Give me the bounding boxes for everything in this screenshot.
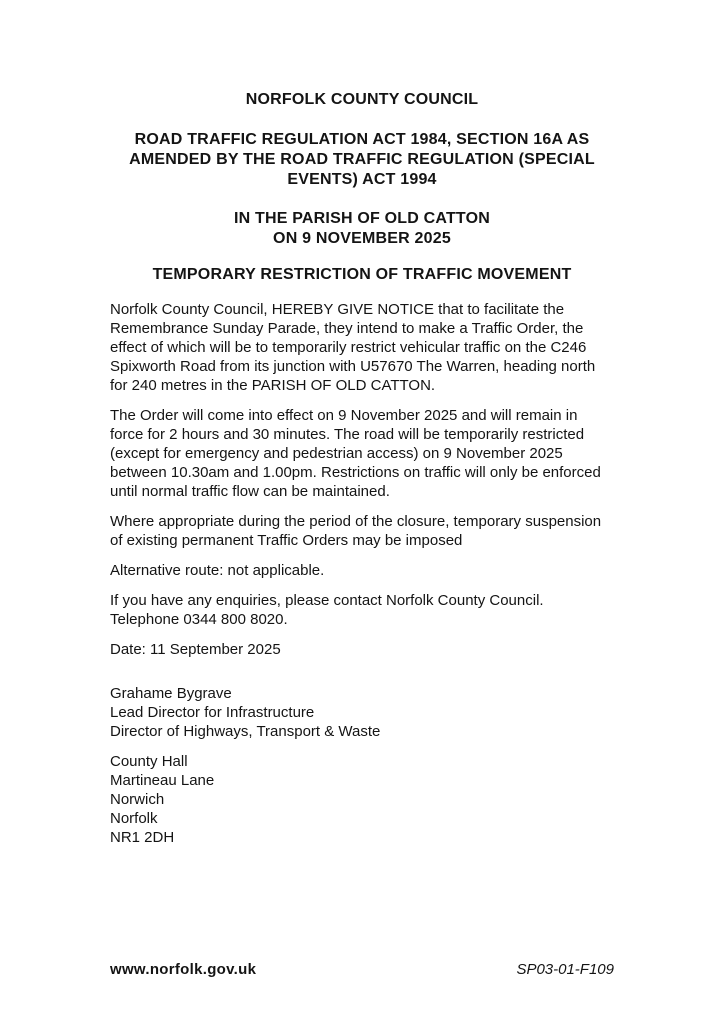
act-heading-line-3: EVENTS) ACT 1994 [287, 171, 437, 188]
notice-content [110, 0, 614, 847]
paragraph-notice-intent: Norfolk County Council, HEREBY GIVE NOTICE that to facilitate the Remembrance Sunday Parade, they intend to make a Traffic Order, the effect of which will be to temporarily restrict vehicular traffic on the C246 Spixworth Road from its junction with U57670 The Warren, heading north for 240 metres in the PARISH OF OLD CATTON. [110, 301, 596, 394]
address-line-4: Norfolk [110, 810, 158, 827]
address-line-2: Martineau Lane [110, 772, 215, 789]
signatory-title-1: Lead Director for Infrastructure [110, 704, 315, 721]
parish-heading [110, 209, 614, 249]
date-line: Date: 11 September 2025 [110, 641, 281, 658]
signatory-name: Grahame Bygrave [110, 685, 232, 702]
address-block [110, 752, 614, 847]
page-footer [110, 961, 614, 978]
paragraph-order-effect: The Order will come into effect on 9 November 2025 and will remain in force for 2 hours and 30 minutes. The road will be temporarily restricted (except for emergency and pedestrian access) on 9 November 2025 between 10.30am and 1.00pm. Restrictions on traffic will only be enforced until normal traffic flow can be maintained. [110, 407, 601, 500]
address-line-1: County Hall [110, 753, 188, 770]
council-title: NORFOLK COUNTY COUNCIL [245, 91, 479, 108]
form-reference: SP03-01-F109 [516, 961, 614, 978]
signatory-block [110, 684, 614, 741]
parish-heading-line-2: ON 9 NOVEMBER 2025 [273, 230, 451, 247]
address-line-3: Norwich [110, 791, 165, 808]
paragraph-enquiries: If you have any enquiries, please contact Norfolk County Council. Telephone 0344 800 8020. [110, 592, 544, 628]
website-text: www.norfolk.gov.uk [110, 961, 257, 978]
parish-heading-line-1: IN THE PARISH OF OLD CATTON [233, 210, 491, 227]
act-heading-line-1: ROAD TRAFFIC REGULATION ACT 1984, SECTION 16A AS [134, 131, 590, 148]
address-line-5: NR1 2DH [110, 829, 175, 846]
act-heading [110, 130, 614, 190]
paragraph-suspension: Where appropriate during the period of the closure, temporary suspension of existing permanent Traffic Orders may be imposed [110, 513, 602, 549]
signatory-title-2: Director of Highways, Transport & Waste [110, 723, 381, 740]
paragraph-alternative-route: Alternative route: not applicable. [110, 562, 325, 579]
act-heading-line-2: AMENDED BY THE ROAD TRAFFIC REGULATION (SPECIAL [129, 151, 595, 168]
restriction-heading: TEMPORARY RESTRICTION OF TRAFFIC MOVEMENT [152, 266, 572, 283]
